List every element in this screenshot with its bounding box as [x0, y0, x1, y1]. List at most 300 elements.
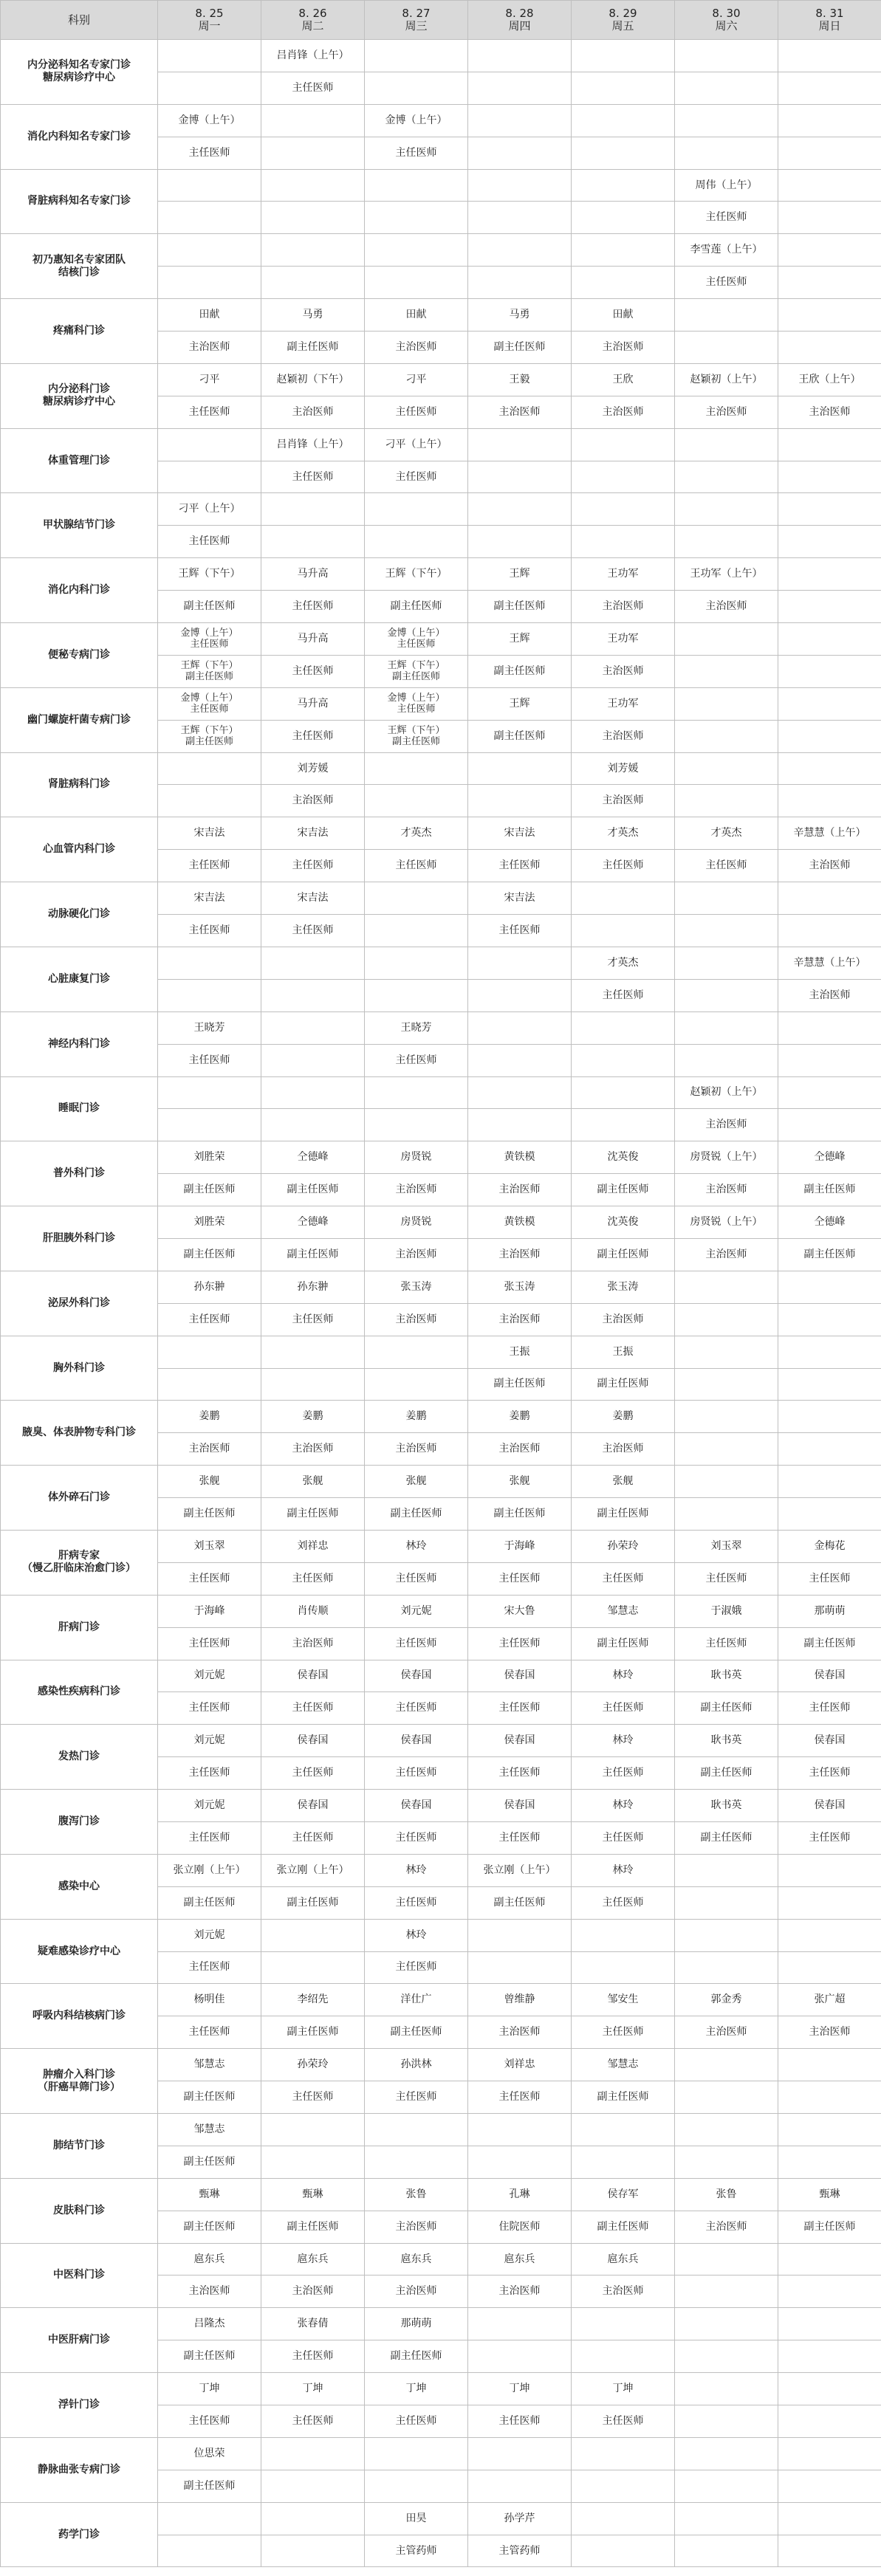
doctor-name-cell [468, 169, 572, 202]
doctor-name-cell: 才英杰 [572, 817, 675, 850]
doctor-name-cell [572, 428, 675, 461]
doctor-name-cell [468, 2114, 572, 2146]
doctor-name-cell [261, 2502, 365, 2535]
doctor-name-cell: 侯春国 [365, 1790, 468, 1822]
doctor-name-cell: 张鲁 [675, 2178, 778, 2211]
department-name: 肿瘤介入科门诊 （肝癌早筛门诊） [1, 2049, 158, 2114]
day-header-sat: 8. 30 周六 [675, 1, 778, 40]
doctor-title-cell: 主任医师 [468, 2405, 572, 2438]
doctor-name-cell: 耿书英 [675, 1660, 778, 1692]
doctor-name-cell [675, 1919, 778, 1951]
doctor-name-cell [778, 882, 881, 915]
schedule-row [1, 40, 881, 72]
doctor-name-cell [778, 1466, 881, 1498]
doctor-title-cell: 副主任医师 [158, 2211, 261, 2243]
department-name: 腹泻门诊 [1, 1790, 158, 1855]
doctor-name-cell [365, 947, 468, 979]
doctor-title-cell: 主任医师 [468, 2081, 572, 2114]
doctor-title-cell: 主任医师 [468, 915, 572, 947]
doctor-title-cell: 副主任医师 [572, 1238, 675, 1271]
doctor-title-cell: 主任医师 [572, 1757, 675, 1790]
doctor-title-cell: 主治医师 [158, 2276, 261, 2308]
doctor-title-cell: 副主任医师 [158, 1174, 261, 1206]
doctor-title-cell: 主治医师 [572, 396, 675, 428]
doctor-title-cell: 主治医师 [261, 1627, 365, 1660]
doctor-name-cell: 沈英俊 [572, 1141, 675, 1174]
doctor-name-cell [778, 687, 881, 720]
doctor-name-cell: 刘祥忠 [261, 1530, 365, 1562]
doctor-name-cell: 刘元妮 [158, 1919, 261, 1951]
doctor-name-cell [675, 623, 778, 656]
doctor-title-cell [778, 202, 881, 234]
doctor-name-cell [778, 1271, 881, 1303]
doctor-name-cell: 王功军 [572, 558, 675, 591]
doctor-title-cell [572, 202, 675, 234]
doctor-title-cell [365, 2146, 468, 2178]
department-name: 肝胆胰外科门诊 [1, 1206, 158, 1271]
doctor-title-cell [675, 655, 778, 687]
doctor-title-cell: 主治医师 [675, 1174, 778, 1206]
doctor-name-cell: 刁平 [158, 363, 261, 396]
schedule-row [1, 1401, 881, 1433]
doctor-name-cell: 才英杰 [572, 947, 675, 979]
doctor-name-cell: 刘元妮 [158, 1660, 261, 1692]
doctor-title-cell: 副主任医师 [778, 1174, 881, 1206]
doctor-title-cell: 主治医师 [468, 2276, 572, 2308]
doctor-title-cell [158, 2535, 261, 2567]
doctor-name-cell: 黄铁模 [468, 1141, 572, 1174]
doctor-name-cell: 金博（上午） 主任医师 [158, 687, 261, 720]
doctor-name-cell: 张立刚（上午） [261, 1854, 365, 1886]
doctor-name-cell [261, 1076, 365, 1109]
department-name: 腋臭、体表肿物专科门诊 [1, 1401, 158, 1466]
doctor-name-cell: 金博（上午） 主任医师 [365, 687, 468, 720]
department-name: 心血管内科门诊 [1, 817, 158, 882]
doctor-title-cell [468, 1109, 572, 1141]
doctor-title-cell: 主任医师 [158, 1303, 261, 1336]
doctor-title-cell: 副主任医师 [261, 2211, 365, 2243]
doctor-title-cell: 主任医师 [675, 1562, 778, 1595]
doctor-name-cell: 金梅花 [778, 1530, 881, 1562]
doctor-name-cell: 宋吉法 [468, 817, 572, 850]
doctor-name-cell: 张舰 [468, 1466, 572, 1498]
schedule-row [1, 1011, 881, 1044]
doctor-name-cell [778, 1076, 881, 1109]
doctor-name-cell [572, 1076, 675, 1109]
doctor-title-cell [572, 267, 675, 299]
doctor-name-cell [778, 2114, 881, 2146]
doctor-name-cell: 耿书英 [675, 1725, 778, 1757]
doctor-title-cell [675, 137, 778, 169]
doctor-title-cell: 主任医师 [778, 1562, 881, 1595]
schedule-row [1, 623, 881, 656]
schedule-row [1, 493, 881, 526]
day-header-wed: 8. 27 周三 [365, 1, 468, 40]
doctor-title-cell [675, 915, 778, 947]
doctor-name-cell: 仝德峰 [261, 1141, 365, 1174]
doctor-name-cell [261, 1336, 365, 1368]
doctor-title-cell [261, 137, 365, 169]
doctor-name-cell: 邹慧志 [158, 2049, 261, 2081]
doctor-name-cell [261, 1919, 365, 1951]
doctor-title-cell: 主治医师 [675, 591, 778, 623]
doctor-title-cell [468, 1951, 572, 1984]
doctor-name-cell: 甄琳 [158, 2178, 261, 2211]
doctor-name-cell: 于海峰 [158, 1595, 261, 1627]
doctor-title-cell [572, 72, 675, 104]
doctor-title-cell: 主治医师 [158, 1433, 261, 1466]
doctor-title-cell [675, 1303, 778, 1336]
doctor-title-cell: 王辉（下午） 副主任医师 [158, 720, 261, 752]
doctor-name-cell [778, 2243, 881, 2276]
doctor-name-cell [778, 558, 881, 591]
doctor-name-cell [572, 234, 675, 267]
doctor-title-cell: 主任医师 [365, 1562, 468, 1595]
doctor-title-cell: 主任医师 [572, 2016, 675, 2049]
doctor-title-cell [261, 1044, 365, 1076]
doctor-title-cell: 副主任医师 [158, 1238, 261, 1271]
doctor-title-cell: 主任医师 [158, 1821, 261, 1854]
doctor-title-cell: 副主任医师 [365, 1498, 468, 1531]
doctor-title-cell: 主任医师 [261, 2081, 365, 2114]
doctor-name-cell: 沈英俊 [572, 1206, 675, 1239]
doctor-title-cell: 副主任医师 [468, 1886, 572, 1919]
doctor-title-cell [261, 267, 365, 299]
doctor-name-cell: 刁平 [365, 363, 468, 396]
doctor-title-cell: 副主任医师 [572, 1368, 675, 1401]
doctor-title-cell [468, 526, 572, 558]
schedule-row [1, 752, 881, 785]
doctor-title-cell: 副主任医师 [675, 1821, 778, 1854]
schedule-row [1, 2178, 881, 2211]
doctor-name-cell: 宋吉法 [158, 817, 261, 850]
doctor-name-cell [365, 493, 468, 526]
doctor-name-cell: 张春倩 [261, 2308, 365, 2340]
department-name: 胸外科门诊 [1, 1336, 158, 1401]
doctor-name-cell [675, 428, 778, 461]
doctor-title-cell: 主治医师 [468, 1238, 572, 1271]
doctor-title-cell [675, 979, 778, 1011]
doctor-name-cell [365, 882, 468, 915]
doctor-title-cell: 副主任医师 [158, 1886, 261, 1919]
doctor-name-cell: 孔琳 [468, 2178, 572, 2211]
doctor-title-cell: 住院医师 [468, 2211, 572, 2243]
doctor-name-cell [572, 40, 675, 72]
doctor-name-cell: 刘芳媛 [261, 752, 365, 785]
doctor-title-cell [468, 267, 572, 299]
doctor-title-cell: 副主任医师 [778, 1627, 881, 1660]
doctor-name-cell: 刘玉翠 [158, 1530, 261, 1562]
schedule-row [1, 1530, 881, 1562]
doctor-name-cell: 赵颖初（上午） [675, 363, 778, 396]
doctor-name-cell [468, 752, 572, 785]
schedule-row [1, 1984, 881, 2016]
doctor-name-cell: 王振 [468, 1336, 572, 1368]
doctor-name-cell [778, 2373, 881, 2405]
doctor-title-cell [261, 526, 365, 558]
doctor-title-cell: 副主任医师 [572, 1498, 675, 1531]
doctor-title-cell [158, 202, 261, 234]
doctor-title-cell [365, 72, 468, 104]
department-name: 中医肝病门诊 [1, 2308, 158, 2373]
doctor-title-cell: 主任医师 [261, 2340, 365, 2373]
doctor-title-cell [675, 1951, 778, 1984]
schedule-row [1, 2308, 881, 2340]
doctor-title-cell: 副主任医师 [261, 1238, 365, 1271]
doctor-name-cell: 张广超 [778, 1984, 881, 2016]
doctor-name-cell: 刘胜荣 [158, 1141, 261, 1174]
doctor-name-cell [778, 2502, 881, 2535]
doctor-title-cell: 副主任医师 [468, 720, 572, 752]
doctor-name-cell [261, 104, 365, 137]
doctor-title-cell: 主治医师 [261, 1433, 365, 1466]
doctor-title-cell [261, 202, 365, 234]
doctor-title-cell [675, 2146, 778, 2178]
doctor-name-cell [468, 104, 572, 137]
doctor-name-cell: 孙荣玲 [572, 1530, 675, 1562]
doctor-name-cell: 邹慧志 [572, 2049, 675, 2081]
doctor-title-cell [572, 2535, 675, 2567]
schedule-row [1, 2243, 881, 2276]
doctor-title-cell: 主任医师 [572, 1886, 675, 1919]
doctor-name-cell [778, 2308, 881, 2340]
doctor-title-cell: 主任医师 [365, 2081, 468, 2114]
doctor-title-cell [365, 202, 468, 234]
doctor-name-cell [675, 1854, 778, 1886]
doctor-name-cell: 刘祥忠 [468, 2049, 572, 2081]
doctor-name-cell: 于淑娥 [675, 1595, 778, 1627]
doctor-title-cell: 主治医师 [778, 979, 881, 1011]
doctor-title-cell: 主任医师 [158, 526, 261, 558]
doctor-name-cell: 仝德峰 [261, 1206, 365, 1239]
doctor-name-cell: 王晓芳 [158, 1011, 261, 1044]
doctor-title-cell [675, 2276, 778, 2308]
doctor-name-cell [261, 947, 365, 979]
doctor-title-cell: 副主任医师 [158, 2081, 261, 2114]
department-name: 疼痛科门诊 [1, 299, 158, 364]
doctor-name-cell [778, 40, 881, 72]
doctor-name-cell: 张玉涛 [468, 1271, 572, 1303]
doctor-title-cell: 主任医师 [158, 850, 261, 882]
schedule-row [1, 1271, 881, 1303]
department-name: 甲状腺结节门诊 [1, 493, 158, 558]
doctor-name-cell [675, 2437, 778, 2470]
department-name: 内分泌科门诊 糖尿病诊疗中心 [1, 363, 158, 428]
doctor-title-cell [365, 979, 468, 1011]
schedule-row [1, 1854, 881, 1886]
doctor-name-cell: 周伟（上午） [675, 169, 778, 202]
doctor-name-cell: 姜鹏 [261, 1401, 365, 1433]
doctor-title-cell: 主任医师 [572, 1562, 675, 1595]
doctor-title-cell [778, 1109, 881, 1141]
doctor-title-cell: 主任医师 [468, 1627, 572, 1660]
doctor-name-cell: 马勇 [261, 299, 365, 332]
day-header-fri: 8. 29 周五 [572, 1, 675, 40]
doctor-name-cell: 金博（上午） [158, 104, 261, 137]
doctor-name-cell: 田献 [572, 299, 675, 332]
doctor-name-cell: 田昊 [365, 2502, 468, 2535]
doctor-name-cell [572, 2308, 675, 2340]
doctor-name-cell [365, 40, 468, 72]
doctor-title-cell [468, 137, 572, 169]
doctor-name-cell: 那萌萌 [778, 1595, 881, 1627]
doctor-title-cell: 主任医师 [468, 1562, 572, 1595]
doctor-name-cell: 吕肖锋（上午） [261, 428, 365, 461]
doctor-title-cell: 副主任医师 [261, 1886, 365, 1919]
schedule-row [1, 234, 881, 267]
doctor-title-cell: 主治医师 [675, 2211, 778, 2243]
doctor-title-cell: 主任医师 [365, 1886, 468, 1919]
doctor-name-cell: 张玉涛 [572, 1271, 675, 1303]
doctor-title-cell: 副主任医师 [572, 2081, 675, 2114]
doctor-title-cell [778, 591, 881, 623]
doctor-name-cell [572, 1011, 675, 1044]
doctor-title-cell [675, 1433, 778, 1466]
doctor-title-cell: 副主任医师 [261, 1174, 365, 1206]
doctor-title-cell: 主治医师 [261, 2276, 365, 2308]
doctor-name-cell: 扈东兵 [365, 2243, 468, 2276]
doctor-title-cell: 主治医师 [365, 1174, 468, 1206]
doctor-title-cell: 主任医师 [468, 850, 572, 882]
doctor-title-cell [675, 2081, 778, 2114]
doctor-name-cell: 王辉（下午） [158, 558, 261, 591]
doctor-name-cell: 田献 [365, 299, 468, 332]
doctor-title-cell [675, 526, 778, 558]
doctor-title-cell [675, 2535, 778, 2567]
doctor-name-cell: 李雪莲（上午） [675, 234, 778, 267]
doctor-name-cell: 于海峰 [468, 1530, 572, 1562]
doctor-name-cell [572, 2437, 675, 2470]
doctor-name-cell: 房贤锐（上午） [675, 1141, 778, 1174]
doctor-title-cell [675, 72, 778, 104]
schedule-row [1, 428, 881, 461]
doctor-name-cell [675, 299, 778, 332]
doctor-name-cell [778, 2437, 881, 2470]
doctor-name-cell [778, 752, 881, 785]
doctor-name-cell [365, 2437, 468, 2470]
doctor-name-cell: 孙洪林 [365, 2049, 468, 2081]
doctor-name-cell: 才英杰 [365, 817, 468, 850]
doctor-name-cell: 宋大鲁 [468, 1595, 572, 1627]
doctor-title-cell [365, 267, 468, 299]
doctor-title-cell: 主治医师 [778, 850, 881, 882]
schedule-row [1, 1206, 881, 1239]
doctor-name-cell: 王辉（下午） [365, 558, 468, 591]
doctor-name-cell: 林玲 [572, 1660, 675, 1692]
doctor-name-cell [365, 1336, 468, 1368]
doctor-title-cell: 主治医师 [365, 332, 468, 364]
doctor-name-cell: 王晓芳 [365, 1011, 468, 1044]
doctor-name-cell [572, 2502, 675, 2535]
doctor-name-cell [675, 493, 778, 526]
doctor-title-cell: 副主任医师 [365, 591, 468, 623]
department-name: 药学门诊 [1, 2502, 158, 2567]
doctor-title-cell [778, 526, 881, 558]
doctor-title-cell: 主治医师 [365, 1238, 468, 1271]
doctor-title-cell: 副主任医师 [468, 591, 572, 623]
doctor-name-cell [778, 234, 881, 267]
doctor-title-cell: 主任医师 [365, 461, 468, 493]
doctor-title-cell [778, 655, 881, 687]
doctor-title-cell [778, 720, 881, 752]
doctor-title-cell: 主治医师 [675, 1238, 778, 1271]
schedule-row [1, 1466, 881, 1498]
doctor-name-cell [778, 299, 881, 332]
doctor-title-cell: 主任医师 [158, 1562, 261, 1595]
doctor-title-cell [365, 1109, 468, 1141]
doctor-title-cell: 主治医师 [468, 1303, 572, 1336]
doctor-name-cell: 肖传顺 [261, 1595, 365, 1627]
doctor-title-cell [261, 1109, 365, 1141]
doctor-name-cell [778, 623, 881, 656]
doctor-name-cell: 王辉 [468, 687, 572, 720]
doctor-title-cell: 主任医师 [778, 1757, 881, 1790]
doctor-name-cell [675, 947, 778, 979]
doctor-title-cell: 副主任医师 [572, 1627, 675, 1660]
doctor-title-cell: 主治医师 [675, 2016, 778, 2049]
doctor-title-cell: 主任医师 [158, 915, 261, 947]
schedule-row [1, 1660, 881, 1692]
department-name: 内分泌科知名专家门诊 糖尿病诊疗中心 [1, 40, 158, 105]
doctor-title-cell: 主任医师 [675, 202, 778, 234]
doctor-title-cell: 主治医师 [572, 1303, 675, 1336]
doctor-title-cell: 主任医师 [365, 1627, 468, 1660]
doctor-name-cell: 辛慧慧（上午） [778, 817, 881, 850]
doctor-name-cell: 赵颖初（下午） [261, 363, 365, 396]
doctor-name-cell: 辛慧慧（上午） [778, 947, 881, 979]
doctor-name-cell: 丁坤 [468, 2373, 572, 2405]
doctor-title-cell [675, 785, 778, 817]
doctor-name-cell: 马升高 [261, 558, 365, 591]
doctor-name-cell: 张立刚（上午） [158, 1854, 261, 1886]
doctor-title-cell [675, 1368, 778, 1401]
doctor-name-cell: 金博（上午） 主任医师 [158, 623, 261, 656]
department-name: 发热门诊 [1, 1725, 158, 1790]
doctor-title-cell [572, 2470, 675, 2502]
doctor-title-cell: 主任医师 [365, 1757, 468, 1790]
doctor-title-cell: 副主任医师 [468, 655, 572, 687]
doctor-title-cell [261, 2146, 365, 2178]
doctor-name-cell [468, 40, 572, 72]
doctor-title-cell [778, 1368, 881, 1401]
doctor-title-cell: 主任医师 [261, 1757, 365, 1790]
doctor-name-cell: 侯春国 [468, 1660, 572, 1692]
doctor-name-cell [778, 1011, 881, 1044]
doctor-title-cell: 主任医师 [261, 915, 365, 947]
doctor-name-cell [468, 2308, 572, 2340]
doctor-name-cell: 宋吉法 [261, 817, 365, 850]
doctor-name-cell: 林玲 [572, 1854, 675, 1886]
doctor-name-cell: 张立刚（上午） [468, 1854, 572, 1886]
doctor-name-cell: 林玲 [365, 1530, 468, 1562]
doctor-name-cell: 宋吉法 [158, 882, 261, 915]
schedule-row [1, 104, 881, 137]
doctor-name-cell: 丁坤 [158, 2373, 261, 2405]
doctor-name-cell: 孙荣玲 [261, 2049, 365, 2081]
doctor-title-cell: 主治医师 [468, 2016, 572, 2049]
schedule-row [1, 299, 881, 332]
doctor-name-cell: 王欣（上午） [778, 363, 881, 396]
doctor-title-cell [572, 1044, 675, 1076]
doctor-name-cell [675, 40, 778, 72]
doctor-title-cell [468, 202, 572, 234]
doctor-name-cell: 姜鹏 [572, 1401, 675, 1433]
doctor-title-cell: 副主任医师 [261, 2016, 365, 2049]
doctor-name-cell: 郭金秀 [675, 1984, 778, 2016]
doctor-name-cell: 田献 [158, 299, 261, 332]
department-name: 初乃惠知名专家团队 结核门诊 [1, 234, 158, 299]
doctor-name-cell [261, 2437, 365, 2470]
